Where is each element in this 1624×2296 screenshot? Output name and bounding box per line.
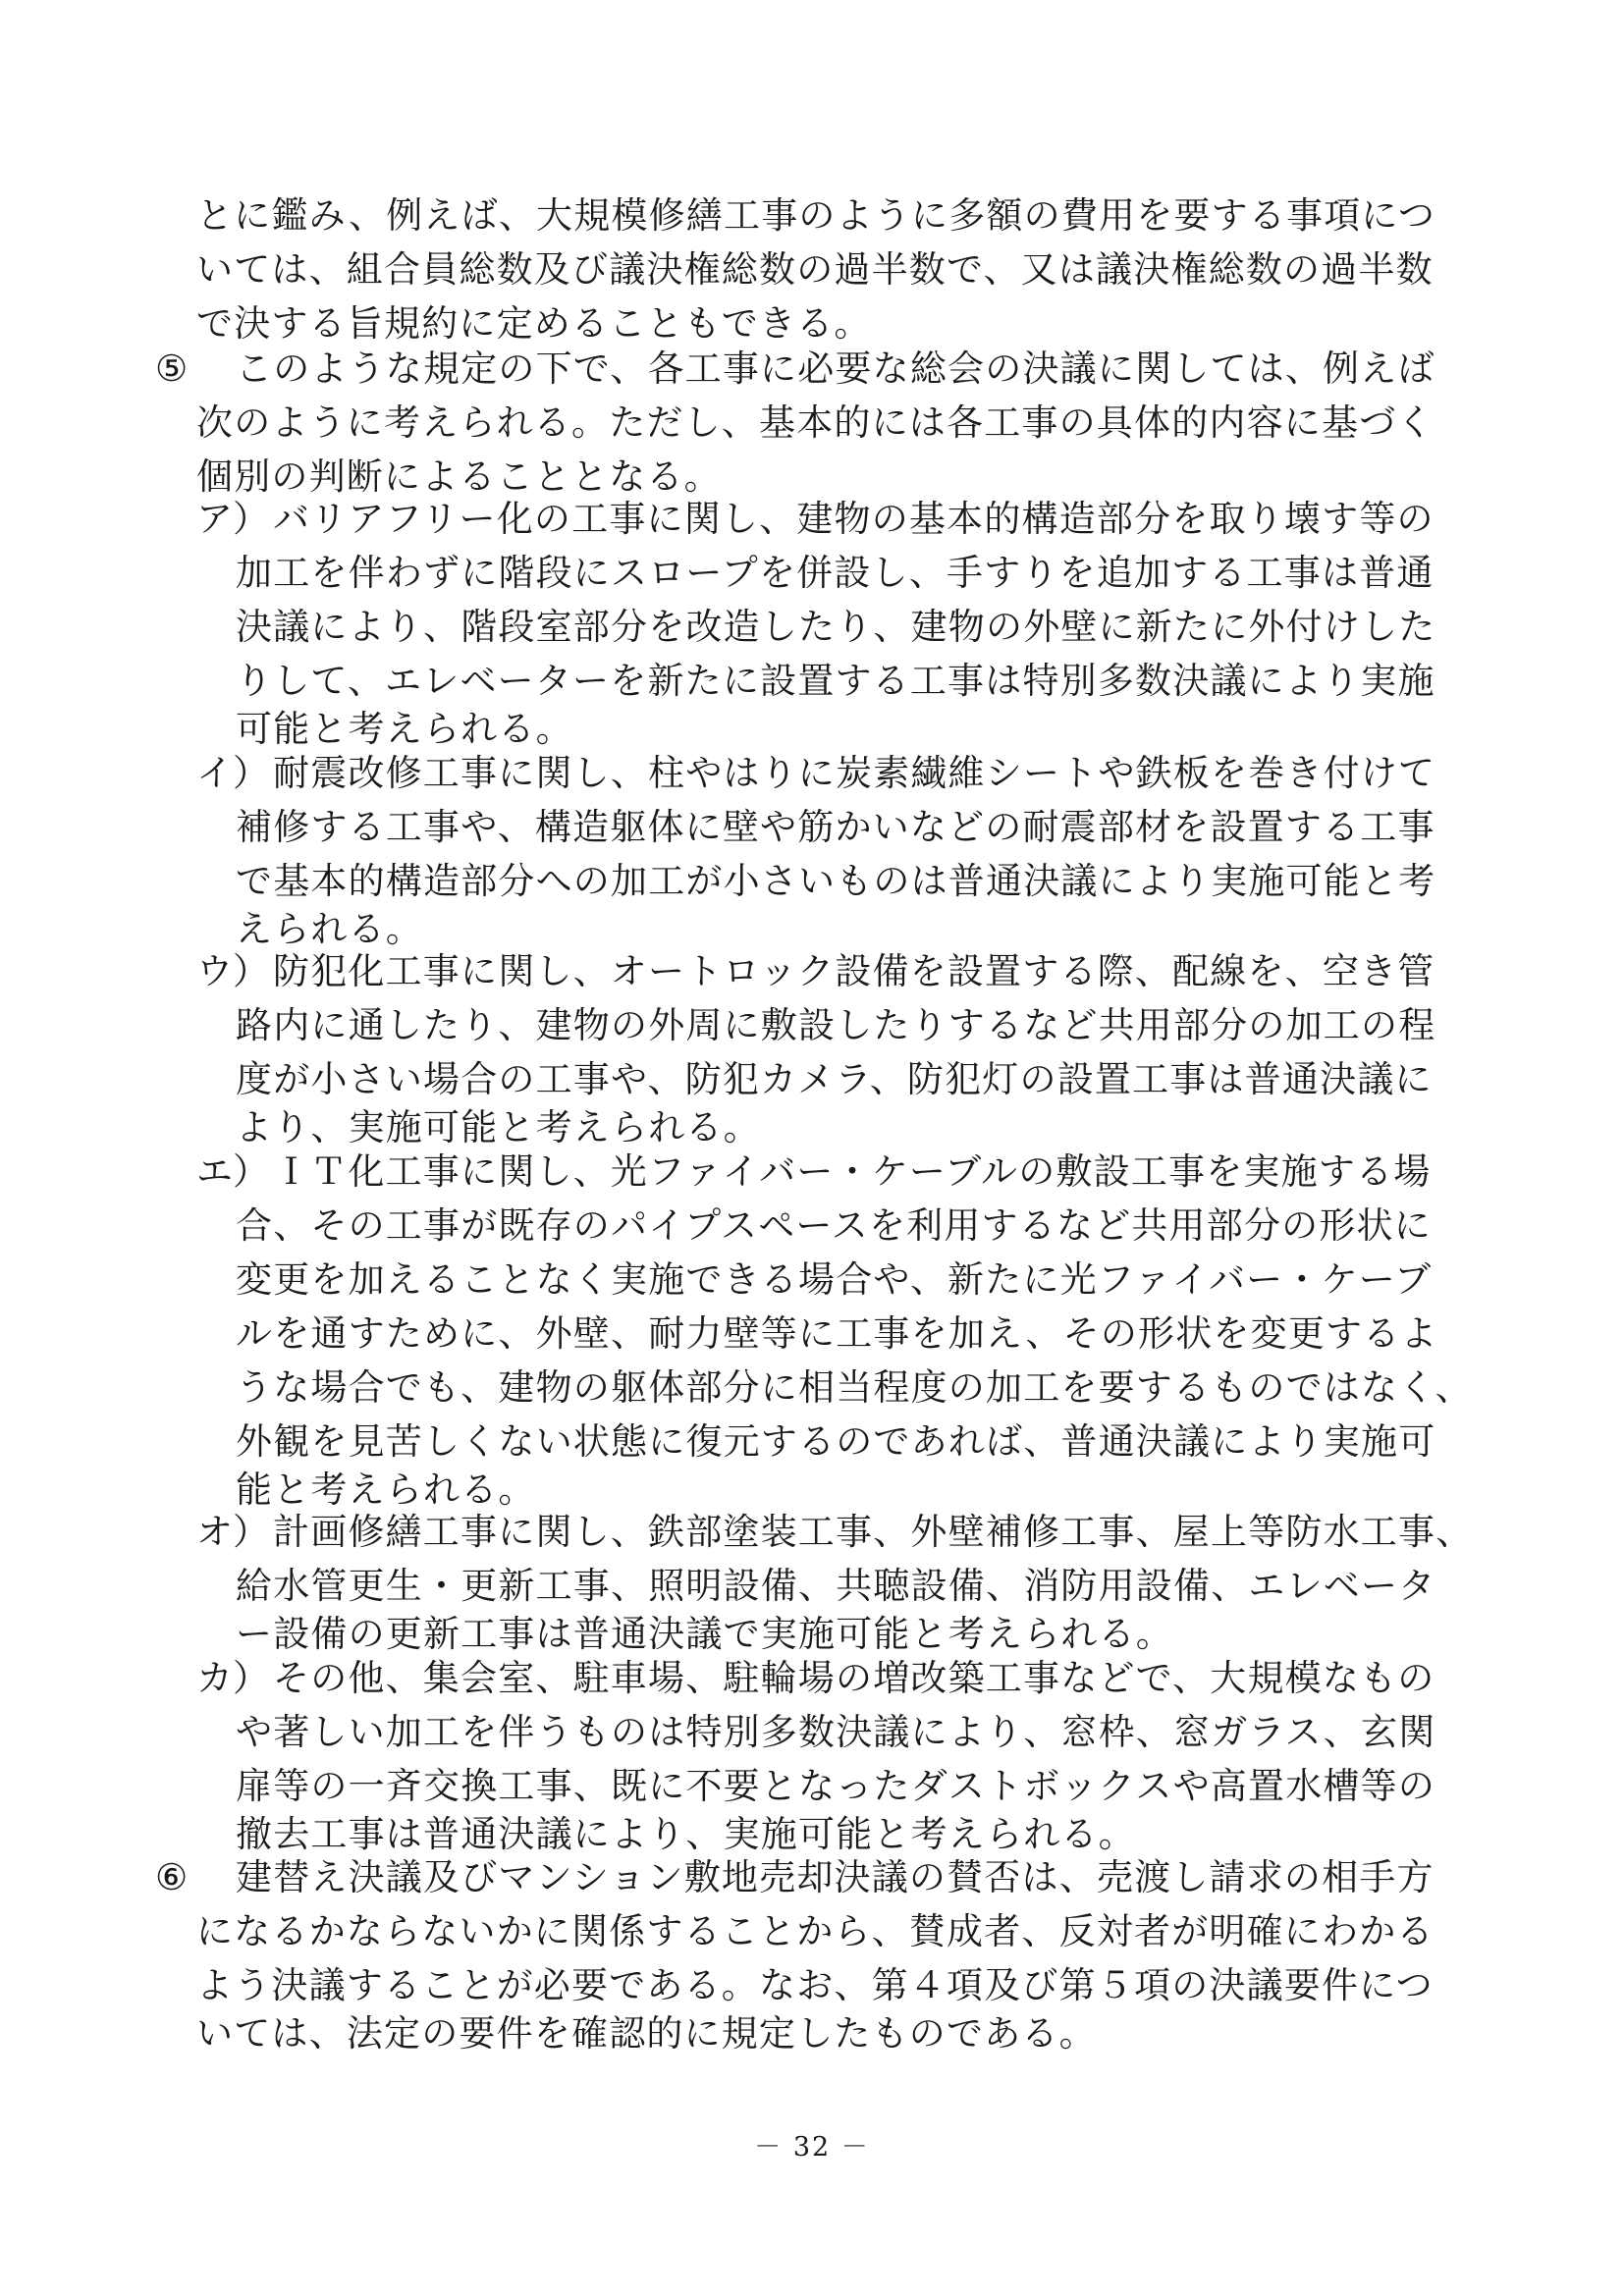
item-6-line: になるかならないかに関係することから、賛成者、反対者が明確にわかる [196, 1910, 1435, 1952]
item-6-line: よう決議することが必要である。なお、第４項及び第５項の決議要件につ [196, 1964, 1434, 2006]
subitem-o-marker: オ） [196, 1511, 269, 1553]
item-6-marker: ⑥ [155, 1856, 189, 1898]
subitem-i-line: 耐震改修工事に関し、柱やはりに炭素繊維シートや鉄板を巻き付けて [273, 752, 1436, 794]
subitem-e-line: ＩＴ化工事に関し、光ファイバー・ケーブルの敷設工事を実施する場 [273, 1150, 1432, 1193]
subitem-a-line: 加工を伴わずに階段にスロープを併設し、手すりを追加する工事は普通 [236, 552, 1435, 594]
item-6-line: 建替え決議及びマンション敷地売却決議の賛否は、売渡し請求の相手方 [236, 1856, 1435, 1898]
subitem-ka-line: や著しい加工を伴うものは特別多数決議により、窓枠、窓ガラス、玄関 [236, 1711, 1436, 1753]
subitem-i-marker: イ） [196, 752, 269, 794]
subitem-e-line: ルを通すために、外壁、耐力壁等に工事を加え、その形状を変更するよ [236, 1312, 1438, 1355]
intro-line: で決する旨規約に定めることもできる。 [196, 302, 872, 345]
subitem-ka-line: その他、集会室、駐車場、駐輪場の増改築工事などで、大規模なもの [273, 1657, 1435, 1699]
subitem-e-line: うな場合でも、建物の躯体部分に相当程度の加工を要するものではなく、 [236, 1366, 1473, 1409]
subitem-i-line: えられる。 [236, 908, 423, 950]
subitem-e-line: 合、その工事が既存のパイプスペースを利用するなど共用部分の形状に [236, 1204, 1432, 1247]
item-6-line: いては、法定の要件を確認的に規定したものである。 [196, 2012, 1097, 2055]
subitem-a-line: りして、エレベーターを新たに設置する工事は特別多数決議により実施 [236, 660, 1435, 702]
subitem-ka-marker: カ） [196, 1657, 269, 1699]
subitem-a-line: バリアフリー化の工事に関し、建物の基本的構造部分を取り壊す等の [273, 498, 1435, 540]
page-number: － 32 － [754, 2132, 870, 2163]
subitem-e-marker: エ） [196, 1150, 269, 1193]
item-5-marker: ⑤ [155, 347, 189, 390]
item-5-line: 次のように考えられる。ただし、基本的には各工事の具体的内容に基づく [196, 401, 1435, 444]
intro-line: とに鑑み、例えば、大規模修繕工事のように多額の費用を要する事項につ [196, 194, 1436, 237]
subitem-i-line: 補修する工事や、構造躯体に壁や筋かいなどの耐震部材を設置する工事 [236, 806, 1435, 848]
subitem-a-line: 可能と考えられる。 [236, 708, 573, 750]
subitem-u-line: 度が小さい場合の工事や、防犯カメラ、防犯灯の設置工事は普通決議に [236, 1058, 1433, 1100]
subitem-e-line: 外観を見苦しくない状態に復元するのであれば、普通決議により実施可 [236, 1420, 1436, 1463]
subitem-u-line: 路内に通したり、建物の外周に敷設したりするなど共用部分の加工の程 [236, 1004, 1436, 1046]
subitem-ka-line: 撤去工事は普通決議により、実施可能と考えられる。 [236, 1813, 1136, 1855]
subitem-ka-line: 扉等の一斉交換工事、既に不要となったダストボックスや高置水槽等の [236, 1765, 1436, 1807]
subitem-a-marker: ア） [196, 498, 269, 540]
item-5-line: このような規定の下で、各工事に必要な総会の決議に関しては、例えば [236, 347, 1435, 390]
intro-line: いては、組合員総数及び議決権総数の過半数で、又は議決権総数の過半数 [196, 248, 1434, 291]
subitem-o-line: 給水管更生・更新工事、照明設備、共聴設備、消防用設備、エレベータ [236, 1565, 1436, 1607]
subitem-u-line: より、実施可能と考えられる。 [236, 1106, 761, 1148]
subitem-e-line: 変更を加えることなく実施できる場合や、新たに光ファイバー・ケーブ [236, 1258, 1433, 1301]
subitem-e-line: 能と考えられる。 [236, 1468, 536, 1511]
subitem-o-line: 計画修繕工事に関し、鉄部塗装工事、外壁補修工事、屋上等防水工事、 [273, 1511, 1474, 1553]
item-5-line: 個別の判断によることとなる。 [196, 455, 722, 498]
subitem-a-line: 決議により、階段室部分を改造したり、建物の外壁に新たに外付けした [236, 606, 1436, 648]
subitem-u-line: 防犯化工事に関し、オートロック設備を設置する際、配線を、空き管 [273, 950, 1435, 992]
subitem-i-line: で基本的構造部分への加工が小さいものは普通決議により実施可能と考 [236, 860, 1436, 902]
subitem-o-line: ー設備の更新工事は普通決議で実施可能と考えられる。 [236, 1613, 1173, 1655]
subitem-u-marker: ウ） [196, 950, 269, 992]
